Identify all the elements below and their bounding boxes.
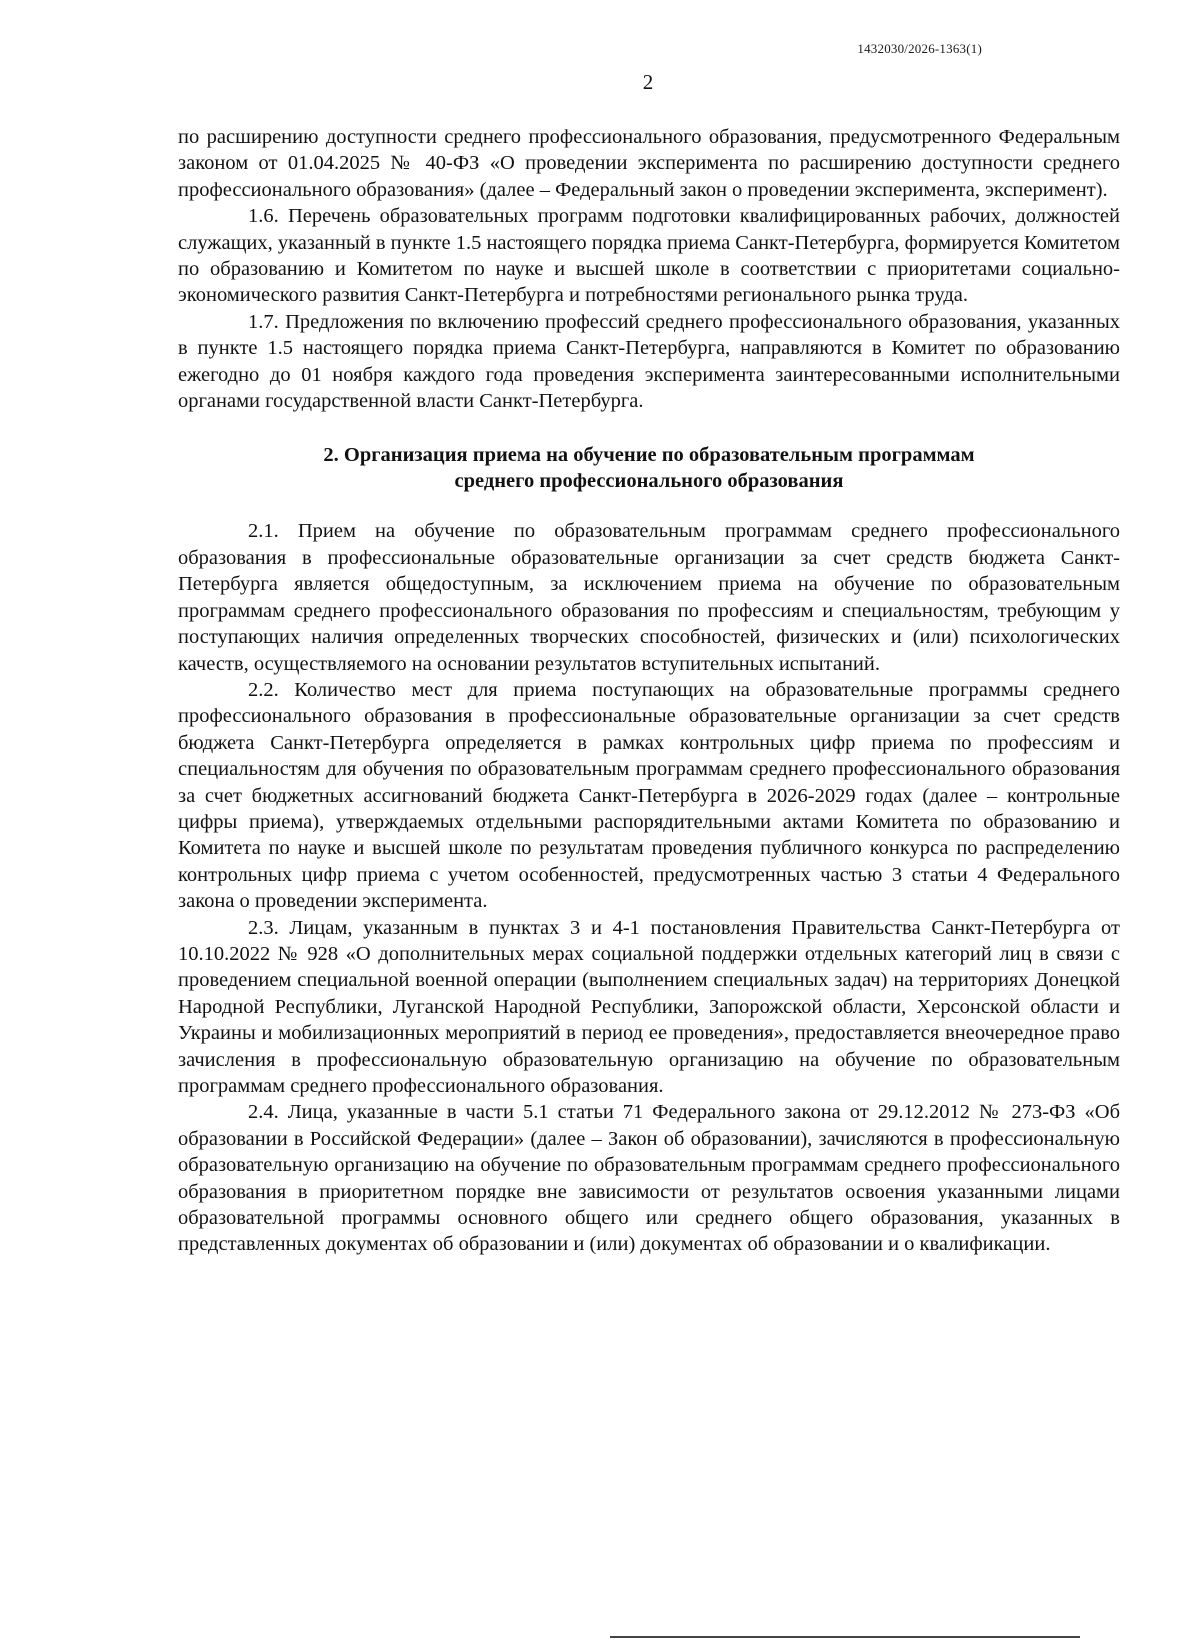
page-number: 2	[642, 70, 654, 94]
paragraph-1-5-continuation: по расширению доступности среднего профессионального образования, предусмотренного Федеральным законом от 01.04.2025 № 40-ФЗ «О проведении эксперимента по расширению доступности среднего профессионального образования» (далее – Федеральный закон о проведении эксперимента, эксперимент).	[178, 126, 1120, 201]
paragraph-2-3: 2.3. Лицам, указанным в пунктах 3 и 4-1 постановления Правительства Санкт-Петербурга от 10.10.2022 № 928 «О дополнительных мерах социальной поддержки отдельных категорий лиц в связи с проведением специальной военной операции (выполнением специальных задач) на территориях Донецкой Народной Республики, Луганской Народной Республики, Запорожской области, Херсонской области и Украины и мобилизационных мероприятий в период ее проведения», предоставляется внеочередное право зачисления в профессиональную образовательную организацию на обучение по образовательным программам среднего профессионального образования.	[178, 916, 1120, 1097]
paragraph-2-2: 2.2. Количество мест для приема поступающих на образовательные программы среднего профессионального образования в профессиональные образовательные организации за счет средств бюджета Санкт-Петербурга определяется в рамках контрольных цифр приема по профессиям и специальностям для обучения по образовательным программам среднего профессионального образования за счет бюджетных ассигнований бюджета Санкт-Петербурга в 2026-2029 годах (далее – контрольные цифры приема), утверждаемых отдельными распорядительными актами Комитета по образованию и Комитета по науке и высшей школе по результатам проведения публичного конкурса по распределению контрольных цифр приема с учетом особенностей, предусмотренных частью 3 статьи 4 Федерального закона о проведении эксперимента.	[178, 678, 1120, 913]
document-body	[178, 124, 1120, 1258]
section-2-title	[178, 442, 1120, 494]
paragraph-2-1: 2.1. Прием на обучение по образовательным программам среднего профессионального образования в профессиональные образовательные организации за счет средств бюджета Санкт-Петербурга является общедоступным, за исключением приема на обучение по образовательным программам среднего профессионального образования по профессиям и специальностям, требующим у поступающих наличия определенных творческих способностей, физических и (или) психологических качеств, осуществляемого на основании результатов вступительных испытаний.	[178, 520, 1120, 675]
paragraph-2-4: 2.4. Лица, указанные в части 5.1 статьи 71 Федерального закона от 29.12.2012 № 273-ФЗ «Об образовании в Российской Федерации» (далее – Закон об образовании), зачисляются в профессиональную образовательную организацию на обучение по образовательным программам среднего профессионального образования в приоритетном порядке вне зависимости от результатов освоения указанными лицами образовательной программы основного общего или среднего общего образования, указанных в представленных документах об образовании и (или) документах об образовании и о квалификации.	[178, 1101, 1120, 1256]
section-2-title-line-2: среднего профессионального образования	[454, 470, 844, 493]
paragraph-1-7: 1.7. Предложения по включению профессий среднего профессионального образования, указанных в пункте 1.5 настоящего порядка приема Санкт-Петербурга, направляются в Комитет по образованию ежегодно до 01 ноября каждого года проведения эксперимента заинтересованными исполнительными органами государственной власти Санкт-Петербурга.	[178, 310, 1120, 413]
section-2-title-line-1: 2. Организация приема на обучение по образовательным программам	[323, 444, 975, 467]
footer-rule	[610, 1636, 1080, 1638]
paragraph-1-6: 1.6. Перечень образовательных программ подготовки квалифицированных рабочих, должностей служащих, указанный в пункте 1.5 настоящего порядка приема Санкт-Петербурга, формируется Комитетом по образованию и Комитетом по науке и высшей школе в соответствии с приоритетами социально-экономического развития Санкт-Петербурга и потребностями регионального рынка труда.	[178, 205, 1121, 307]
document-id: 1432030/2026-1363(1)	[857, 41, 982, 56]
